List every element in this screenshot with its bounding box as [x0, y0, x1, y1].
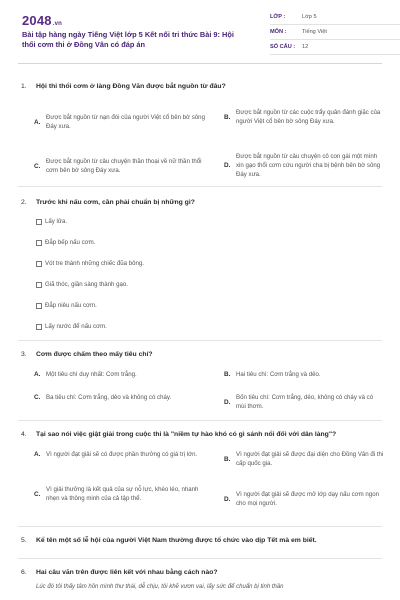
question-1 — [18, 82, 382, 178]
question-2 — [18, 198, 382, 331]
question-number: 5. — [21, 537, 27, 544]
option-a[interactable] — [34, 113, 206, 131]
question-header — [18, 536, 382, 545]
checkbox-icon[interactable] — [36, 240, 42, 246]
option-text: Được bắt nguồn từ các cuộc trẩy quân đánh giặc của người Việt cổ bên bờ sông Đáy xưa. — [236, 109, 381, 125]
option-letter: D. — [224, 162, 231, 169]
reading-passage: Lúc đó tôi thấy tâm hồn mình thư thái, dễ chịu, tôi khẽ vươn vai, lấy sức để chuẩn bị tinh thần — [36, 584, 284, 590]
question-header — [18, 82, 382, 91]
meta-value: Lớp 5 — [302, 14, 317, 20]
options-grid — [18, 91, 382, 178]
option-b[interactable] — [224, 450, 384, 468]
question-text: Tại sao nói việc giật giải trong cuộc thi là "niềm tự hào khó có gì sánh nổi đối với dân làng"? — [36, 431, 337, 438]
option-letter: B. — [224, 371, 231, 378]
option-d[interactable] — [224, 490, 384, 508]
option-letter: C. — [34, 162, 41, 170]
option-letter: A. — [34, 118, 41, 126]
options-grid — [18, 439, 382, 519]
options-grid — [18, 359, 382, 415]
option-text: Được bắt nguồn từ nạn đói của người Việt cổ bên bờ sông Đáy xưa. — [46, 114, 205, 130]
checklist-item[interactable] — [36, 259, 382, 268]
checklist-item-label: Lấy nước để nấu cơm. — [45, 323, 107, 330]
option-letter: D. — [224, 495, 231, 503]
option-text: Được bắt nguồn từ câu chuyện cô con gái một mình xin gạo thổi cơm cứu người cha bị bệnh bên bờ sông Đáy xưa. — [236, 153, 381, 178]
question-number: 3. — [21, 351, 27, 358]
checkbox-icon[interactable] — [36, 303, 42, 309]
question-number: 4. — [21, 431, 27, 438]
meta-key: SỐ CÂU : — [270, 44, 296, 50]
question-text: Hai câu văn trên được liên kết với nhau bằng cách nào? — [36, 569, 218, 576]
question-number: 6. — [21, 569, 27, 576]
option-b[interactable] — [224, 108, 384, 126]
option-text: Được bắt nguồn từ câu chuyện thần thoại về nữ thần thổi cơm bên bờ sông Đáy xưa. — [46, 158, 202, 174]
question-text: Cơm được chấm theo mấy tiêu chí? — [36, 351, 153, 358]
option-letter: B. — [224, 113, 231, 121]
option-a[interactable] — [34, 370, 206, 379]
meta-value: 12 — [302, 44, 309, 50]
option-text: Vì người đạt giải sẽ được mở lớp dạy nấu cơm ngon cho mọi người. — [236, 491, 379, 507]
option-text: Hai tiêu chí: Cơm trắng và dẻo. — [236, 371, 321, 378]
question-number: 1. — [21, 83, 27, 90]
question-text: Kể tên một số lễ hội của người Việt Nam thường được tổ chức vào dịp Tết mà em biết. — [36, 537, 317, 544]
meta-key: LỚP : — [270, 14, 286, 20]
option-text: Bốn tiêu chí: Cơm trắng, dẻo, không có cháy và có mùi thơm. — [236, 394, 374, 410]
question-3 — [18, 350, 382, 415]
divider — [18, 558, 382, 559]
checkbox-icon[interactable] — [36, 261, 42, 267]
question-header — [18, 350, 382, 359]
option-text: Một tiêu chí duy nhất: Cơm trắng. — [46, 371, 137, 378]
question-number: 2. — [21, 199, 27, 206]
logo-text: 2048 — [22, 13, 52, 28]
checklist-item[interactable] — [36, 280, 382, 289]
checklist-item[interactable] — [36, 322, 382, 331]
option-text: Vì giải thưởng là kết quả của sự nỗ lực, khéo léo, nhanh nhẹn và thông minh của cả tập thể. — [46, 486, 199, 502]
question-header — [18, 198, 382, 207]
divider — [18, 186, 382, 187]
checklist-item[interactable] — [36, 217, 382, 226]
checkbox-icon[interactable] — [36, 282, 42, 288]
option-letter: A. — [34, 371, 41, 378]
question-6 — [18, 568, 382, 592]
checklist-item-label: Đắp niêu nấu cơm. — [45, 302, 97, 309]
option-letter: C. — [34, 394, 41, 401]
checklist — [18, 217, 382, 331]
meta-value: Tiếng Việt — [302, 29, 327, 35]
option-a[interactable] — [34, 450, 206, 459]
logo-tld: .vn — [52, 21, 63, 27]
question-header — [18, 568, 382, 577]
divider — [18, 340, 382, 341]
checklist-item-label: Vót tre thành những chiếc đũa bông. — [45, 260, 144, 267]
option-c[interactable] — [34, 393, 206, 402]
option-text: Vì người đạt giải sẽ được đại diện cho Đồng Vân đi thi cấp quốc gia. — [236, 451, 384, 467]
option-c[interactable] — [34, 157, 206, 175]
checklist-item-label: Giã thóc, giần sàng thành gạo. — [45, 281, 129, 288]
option-text: Ba tiêu chí: Cơm trắng, dẻo và không có cháy. — [46, 394, 172, 401]
meta-row-count — [270, 40, 400, 55]
meta-row-grade — [270, 10, 400, 25]
option-b[interactable] — [224, 370, 384, 379]
meta-row-subject — [270, 25, 400, 40]
divider — [18, 526, 382, 527]
checkbox-icon[interactable] — [36, 219, 42, 225]
question-5 — [18, 536, 382, 545]
checkbox-icon[interactable] — [36, 324, 42, 330]
site-logo[interactable] — [22, 13, 62, 28]
meta-key: MÔN : — [270, 29, 287, 35]
checklist-item[interactable] — [36, 301, 382, 310]
option-d[interactable] — [224, 393, 384, 411]
checklist-item[interactable] — [36, 238, 382, 247]
option-c[interactable] — [34, 485, 206, 503]
meta-table — [270, 10, 400, 55]
document-title: Bài tập hàng ngày Tiếng Việt lớp 5 Kết nối tri thức Bài 9: Hội thổi cơm thi ở Đồng Vân có đáp án — [22, 30, 234, 49]
question-4 — [18, 430, 382, 519]
checklist-item-label: Đắp bếp nấu cơm. — [45, 239, 96, 246]
option-letter: C. — [34, 490, 41, 498]
question-text: Hội thi thổi cơm ở làng Đồng Văn được bắt nguồn từ đâu? — [36, 83, 226, 90]
option-letter: D. — [224, 398, 231, 406]
checklist-item-label: Lấy lửa. — [45, 218, 68, 225]
divider — [18, 420, 382, 421]
option-d[interactable] — [224, 152, 384, 179]
option-letter: B. — [224, 455, 231, 463]
option-text: Vì người đạt giải sẽ có được phần thưởng có giá trị lớn. — [46, 451, 198, 458]
question-header — [18, 430, 382, 439]
question-text: Trước khi nấu cơm, cần phải chuẩn bị những gì? — [36, 199, 195, 206]
option-letter: A. — [34, 451, 41, 458]
worksheet-header — [18, 0, 382, 64]
